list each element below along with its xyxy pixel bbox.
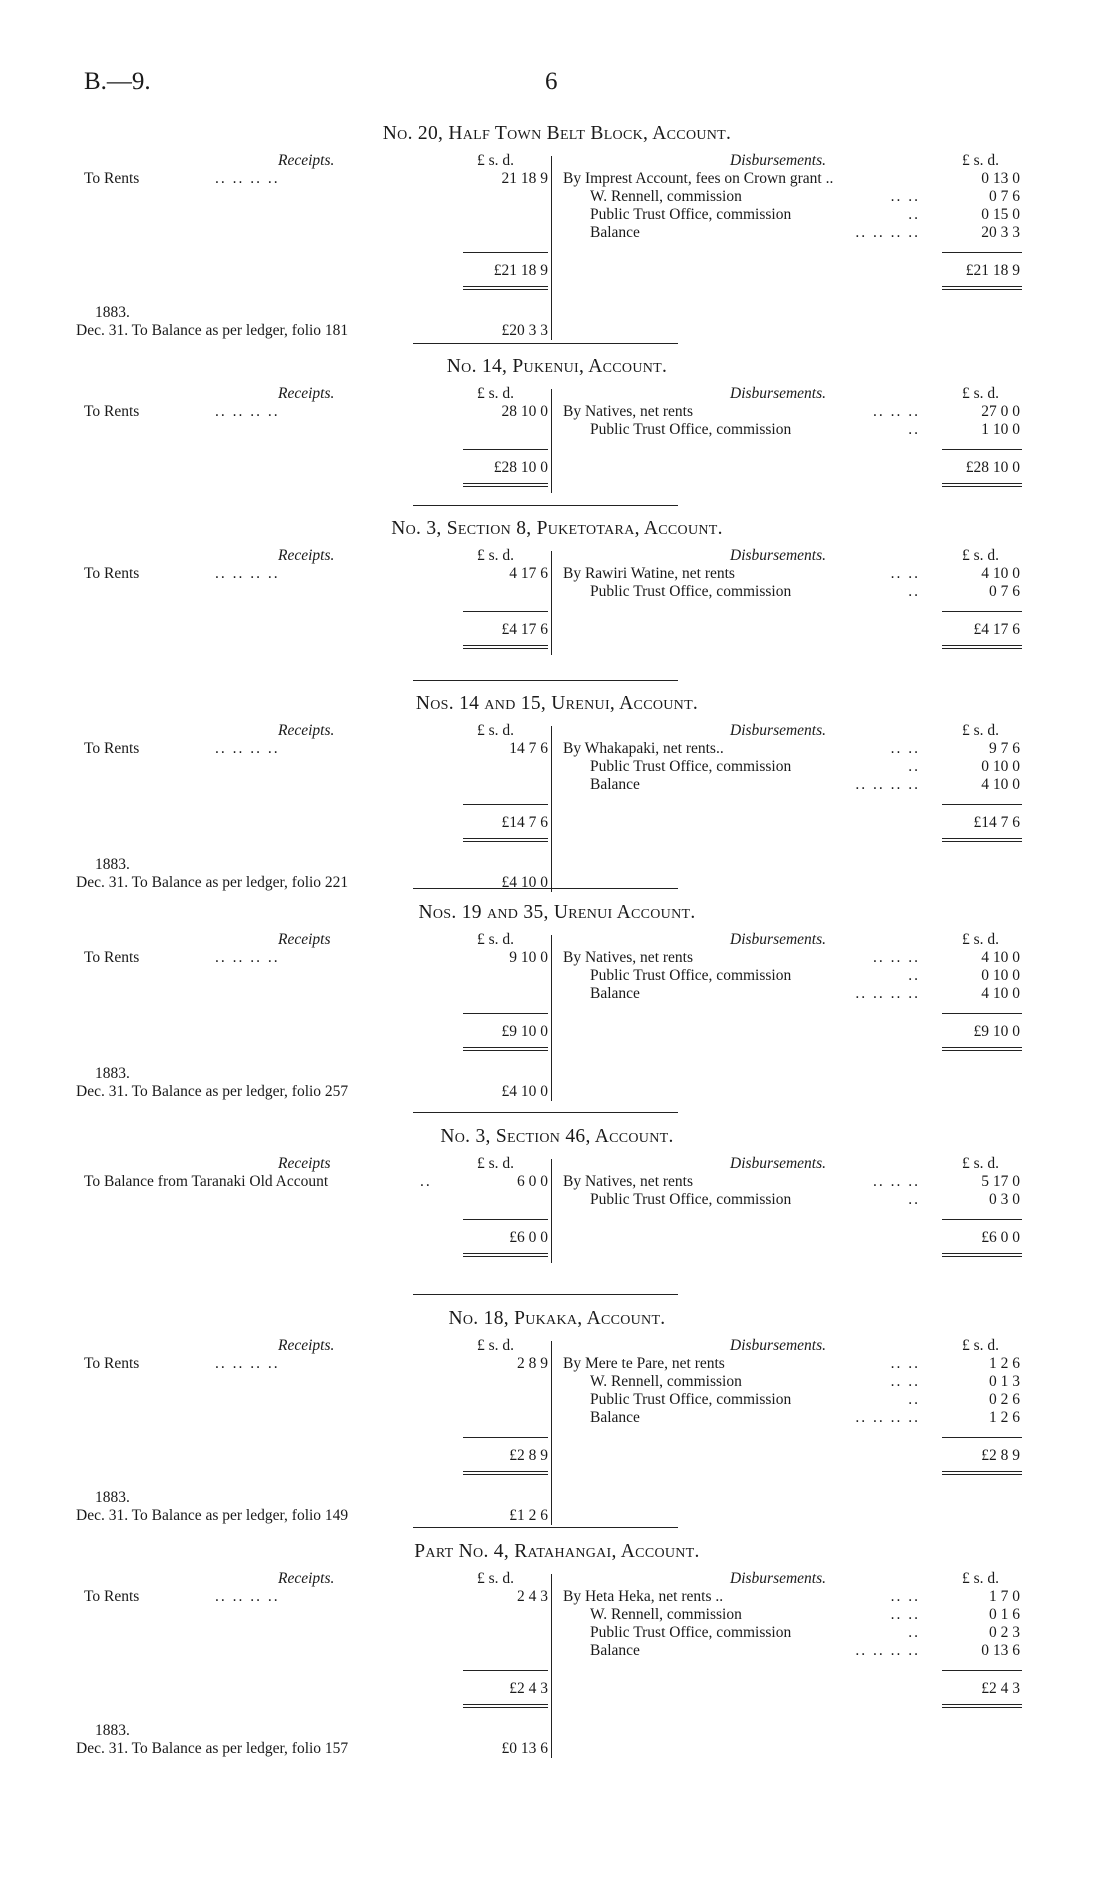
total-double-rule <box>942 286 1022 290</box>
leader-dots: .. <box>908 1624 920 1641</box>
leader-dots: .. .. .. .. <box>855 776 920 793</box>
disbursement-amount: 4 10 0 <box>981 949 1020 966</box>
receipts-label: Receipts <box>278 931 331 948</box>
total-double-rule <box>942 838 1022 842</box>
subtotal-rule <box>942 1437 1022 1438</box>
receipts-label: Receipts. <box>278 152 335 169</box>
disbursement-amount: 0 10 0 <box>981 967 1020 984</box>
receipts-total: £4 17 6 <box>501 621 548 638</box>
section-separator <box>413 1527 678 1528</box>
account-title: No. 3, Section 8, Puketotara, Account. <box>391 518 723 539</box>
disbursement-item: By Natives, net rents <box>563 403 694 420</box>
balance-amount: £4 10 0 <box>501 874 548 891</box>
section-separator <box>413 888 678 889</box>
leader-dots: .. .. <box>890 188 920 205</box>
balance-year: 1883. <box>95 1722 130 1739</box>
balance-carried: Dec. 31. To Balance as per ledger, folio 257 <box>76 1083 349 1100</box>
total-double-rule <box>463 1253 548 1257</box>
receipts-label: Receipts. <box>278 1337 335 1354</box>
receipts-total: £2 8 9 <box>509 1447 548 1464</box>
disbursements-total: £21 18 9 <box>965 262 1020 279</box>
receipts-total: £14 7 6 <box>501 814 548 831</box>
disbursements-total: £9 10 0 <box>973 1023 1020 1040</box>
leader-dots: .. <box>908 1191 920 1208</box>
receipt-item: To Rents <box>84 170 140 187</box>
disbursement-amount: 9 7 6 <box>989 740 1020 757</box>
section-separator <box>413 1294 678 1295</box>
receipts-lsd-header: £ s. d. <box>477 1570 515 1587</box>
receipts-lsd-header: £ s. d. <box>477 931 515 948</box>
subtotal-rule <box>463 1219 548 1220</box>
receipt-item: To Rents <box>84 565 140 582</box>
balance-amount: £4 10 0 <box>501 1083 548 1100</box>
disbursement-amount: 5 17 0 <box>981 1173 1020 1190</box>
receipts-label: Receipts. <box>278 385 335 402</box>
receipts-total: £6 0 0 <box>509 1229 548 1246</box>
disbursement-item: By Natives, net rents <box>563 949 694 966</box>
total-double-rule <box>942 645 1022 649</box>
leader-dots: .. .. <box>890 565 920 582</box>
balance-year: 1883. <box>95 856 130 873</box>
disbursements-label: Disbursements. <box>730 385 827 402</box>
disbursement-amount: 0 2 3 <box>989 1624 1020 1641</box>
leader-dots: .. .. <box>890 740 920 757</box>
disbursements-label: Disbursements. <box>730 931 827 948</box>
disbursement-amount: 0 13 0 <box>981 170 1020 187</box>
account-title: Nos. 19 and 35, Urenui Account. <box>418 902 696 923</box>
disbursement-item: Public Trust Office, commission <box>590 421 792 438</box>
disbursement-amount: 0 2 6 <box>989 1391 1020 1408</box>
report-code: B.—9. <box>84 68 151 95</box>
balance-carried: Dec. 31. To Balance as per ledger, folio 221 <box>76 874 349 891</box>
disbursement-amount: 0 1 3 <box>989 1373 1020 1390</box>
subtotal-rule <box>463 804 548 805</box>
receipts-lsd-header: £ s. d. <box>477 1337 515 1354</box>
column-divider <box>551 156 552 340</box>
leader-dots: .. .. .. .. <box>855 224 920 241</box>
subtotal-rule <box>463 611 548 612</box>
leader-dots: .. .. .. <box>873 949 920 966</box>
section-separator <box>413 680 678 681</box>
disbursements-lsd-header: £ s. d. <box>962 547 1000 564</box>
leader-dots: .. .. .. <box>873 1173 920 1190</box>
disbursement-amount: 20 3 3 <box>981 224 1020 241</box>
disbursement-amount: 1 7 0 <box>989 1588 1020 1605</box>
receipts-lsd-header: £ s. d. <box>477 547 515 564</box>
disbursements-label: Disbursements. <box>730 152 827 169</box>
receipt-amount: 2 8 9 <box>517 1355 548 1372</box>
disbursement-item: Balance <box>590 1409 640 1426</box>
receipts-total: £2 4 3 <box>509 1680 548 1697</box>
total-double-rule <box>463 1471 548 1475</box>
leader-dots: .. .. .. .. <box>215 1588 280 1605</box>
disbursements-lsd-header: £ s. d. <box>962 1570 1000 1587</box>
disbursement-amount: 4 10 0 <box>981 565 1020 582</box>
disbursement-item: By Whakapaki, net rents.. <box>563 740 724 757</box>
disbursement-item: Public Trust Office, commission <box>590 967 792 984</box>
disbursement-item: Public Trust Office, commission <box>590 1191 792 1208</box>
disbursements-total: £28 10 0 <box>965 459 1020 476</box>
leader-dots: .. .. .. <box>873 403 920 420</box>
subtotal-rule <box>463 1013 548 1014</box>
leader-dots: .. .. <box>890 1355 920 1372</box>
receipt-item: To Balance from Taranaki Old Account <box>84 1173 329 1190</box>
receipt-amount: 9 10 0 <box>509 949 548 966</box>
disbursement-amount: 4 10 0 <box>981 776 1020 793</box>
disbursements-lsd-header: £ s. d. <box>962 1337 1000 1354</box>
column-divider <box>551 551 552 655</box>
leader-dots: .. <box>908 583 920 600</box>
receipts-total: £9 10 0 <box>501 1023 548 1040</box>
disbursements-lsd-header: £ s. d. <box>962 1155 1000 1172</box>
receipt-amount: 28 10 0 <box>501 403 548 420</box>
balance-amount: £0 13 6 <box>501 1740 548 1757</box>
disbursements-lsd-header: £ s. d. <box>962 931 1000 948</box>
disbursements-lsd-header: £ s. d. <box>962 722 1000 739</box>
disbursement-item: W. Rennell, commission <box>590 1606 742 1623</box>
total-double-rule <box>942 483 1022 487</box>
disbursement-item: W. Rennell, commission <box>590 188 742 205</box>
receipt-item: To Rents <box>84 949 140 966</box>
leader-dots: .. <box>908 758 920 775</box>
disbursements-label: Disbursements. <box>730 547 827 564</box>
column-divider <box>551 726 552 892</box>
subtotal-rule <box>942 804 1022 805</box>
receipts-lsd-header: £ s. d. <box>477 152 515 169</box>
leader-dots: .. .. .. .. <box>215 740 280 757</box>
section-separator <box>413 1112 678 1113</box>
total-double-rule <box>463 1047 548 1051</box>
leader-dots: .. .. .. .. <box>215 949 280 966</box>
account-title: No. 14, Pukenui, Account. <box>446 356 668 377</box>
subtotal-rule <box>463 449 548 450</box>
disbursements-total: £4 17 6 <box>973 621 1020 638</box>
disbursement-amount: 0 10 0 <box>981 758 1020 775</box>
section-separator <box>413 343 678 344</box>
disbursement-item: Public Trust Office, commission <box>590 583 792 600</box>
balance-carried: Dec. 31. To Balance as per ledger, folio 149 <box>76 1507 349 1524</box>
receipts-lsd-header: £ s. d. <box>477 1155 515 1172</box>
total-double-rule <box>463 483 548 487</box>
column-divider <box>551 1341 552 1525</box>
disbursement-item: By Mere te Pare, net rents <box>563 1355 725 1372</box>
leader-dots: .. .. .. .. <box>215 1355 280 1372</box>
leader-dots: .. .. .. .. <box>215 565 280 582</box>
disbursement-amount: 0 7 6 <box>989 583 1020 600</box>
total-double-rule <box>463 286 548 290</box>
disbursement-amount: 1 2 6 <box>989 1355 1020 1372</box>
column-divider <box>551 389 552 493</box>
receipt-amount: 14 7 6 <box>509 740 548 757</box>
receipt-item: To Rents <box>84 1355 140 1372</box>
leader-dots: .. .. <box>890 1606 920 1623</box>
disbursement-amount: 4 10 0 <box>981 985 1020 1002</box>
leader-dots: .. .. .. .. <box>855 1642 920 1659</box>
receipts-total: £28 10 0 <box>493 459 548 476</box>
leader-dots: .. .. <box>890 1373 920 1390</box>
disbursement-item: Public Trust Office, commission <box>590 1391 792 1408</box>
disbursement-item: By Heta Heka, net rents .. <box>563 1588 724 1605</box>
leader-dots: .. <box>420 1173 432 1190</box>
disbursement-amount: 1 10 0 <box>981 421 1020 438</box>
receipt-amount: 4 17 6 <box>509 565 548 582</box>
subtotal-rule <box>942 611 1022 612</box>
disbursement-amount: 0 15 0 <box>981 206 1020 223</box>
disbursement-amount: 1 2 6 <box>989 1409 1020 1426</box>
disbursement-item: Balance <box>590 1642 640 1659</box>
disbursements-lsd-header: £ s. d. <box>962 152 1000 169</box>
balance-amount: £1 2 6 <box>509 1507 548 1524</box>
receipts-label: Receipts <box>278 1155 331 1172</box>
receipts-total: £21 18 9 <box>493 262 548 279</box>
subtotal-rule <box>942 1219 1022 1220</box>
disbursement-item: Balance <box>590 776 640 793</box>
subtotal-rule <box>942 449 1022 450</box>
balance-carried: Dec. 31. To Balance as per ledger, folio 181 <box>76 322 349 339</box>
leader-dots: .. .. <box>890 1588 920 1605</box>
disbursements-label: Disbursements. <box>730 1337 827 1354</box>
balance-year: 1883. <box>95 1065 130 1082</box>
page-number: 6 <box>545 68 558 95</box>
column-divider <box>551 1159 552 1263</box>
receipt-item: To Rents <box>84 1588 140 1605</box>
balance-carried: Dec. 31. To Balance as per ledger, folio 157 <box>76 1740 349 1757</box>
total-double-rule <box>942 1471 1022 1475</box>
total-double-rule <box>942 1253 1022 1257</box>
leader-dots: .. <box>908 421 920 438</box>
receipt-item: To Rents <box>84 403 140 420</box>
subtotal-rule <box>942 252 1022 253</box>
disbursement-item: Balance <box>590 985 640 1002</box>
receipts-label: Receipts. <box>278 1570 335 1587</box>
leader-dots: .. .. .. .. <box>215 170 280 187</box>
account-title: No. 3, Section 46, Account. <box>440 1126 674 1147</box>
disbursement-item: W. Rennell, commission <box>590 1373 742 1390</box>
leader-dots: .. .. .. .. <box>855 985 920 1002</box>
subtotal-rule <box>463 1670 548 1671</box>
account-title: No. 18, Pukaka, Account. <box>448 1308 666 1329</box>
leader-dots: .. <box>908 1391 920 1408</box>
subtotal-rule <box>463 252 548 253</box>
disbursement-item: Balance <box>590 224 640 241</box>
receipt-amount: 6 0 0 <box>517 1173 548 1190</box>
receipt-amount: 2 4 3 <box>517 1588 548 1605</box>
disbursements-total: £2 4 3 <box>981 1680 1020 1697</box>
balance-amount: £20 3 3 <box>501 322 548 339</box>
disbursements-lsd-header: £ s. d. <box>962 385 1000 402</box>
subtotal-rule <box>463 1437 548 1438</box>
leader-dots: .. .. .. .. <box>215 403 280 420</box>
disbursements-total: £6 0 0 <box>981 1229 1020 1246</box>
total-double-rule <box>942 1704 1022 1708</box>
receipts-label: Receipts. <box>278 722 335 739</box>
disbursement-item: Public Trust Office, commission <box>590 758 792 775</box>
total-double-rule <box>463 838 548 842</box>
receipts-label: Receipts. <box>278 547 335 564</box>
receipt-amount: 21 18 9 <box>501 170 548 187</box>
leader-dots: .. .. .. .. <box>855 1409 920 1426</box>
subtotal-rule <box>942 1670 1022 1671</box>
receipts-lsd-header: £ s. d. <box>477 385 515 402</box>
total-double-rule <box>942 1047 1022 1051</box>
leader-dots: .. <box>908 967 920 984</box>
disbursements-label: Disbursements. <box>730 1570 827 1587</box>
disbursement-item: By Imprest Account, fees on Crown grant .. <box>563 170 834 187</box>
disbursement-item: Public Trust Office, commission <box>590 206 792 223</box>
balance-year: 1883. <box>95 304 130 321</box>
account-title: Part No. 4, Ratahangai, Account. <box>414 1541 700 1562</box>
receipts-lsd-header: £ s. d. <box>477 722 515 739</box>
disbursements-total: £2 8 9 <box>981 1447 1020 1464</box>
leader-dots: .. <box>908 206 920 223</box>
disbursement-amount: 0 3 0 <box>989 1191 1020 1208</box>
section-separator <box>413 505 678 506</box>
total-double-rule <box>463 1704 548 1708</box>
disbursement-item: Public Trust Office, commission <box>590 1624 792 1641</box>
disbursement-item: By Natives, net rents <box>563 1173 694 1190</box>
subtotal-rule <box>942 1013 1022 1014</box>
column-divider <box>551 1574 552 1758</box>
disbursements-total: £14 7 6 <box>973 814 1020 831</box>
balance-year: 1883. <box>95 1489 130 1506</box>
disbursement-amount: 0 13 6 <box>981 1642 1020 1659</box>
disbursement-amount: 27 0 0 <box>981 403 1020 420</box>
disbursements-label: Disbursements. <box>730 722 827 739</box>
account-title: No. 20, Half Town Belt Block, Account. <box>382 123 732 144</box>
disbursement-item: By Rawiri Watine, net rents <box>563 565 735 582</box>
column-divider <box>551 935 552 1101</box>
account-title: Nos. 14 and 15, Urenui, Account. <box>415 693 699 714</box>
disbursement-amount: 0 1 6 <box>989 1606 1020 1623</box>
disbursements-label: Disbursements. <box>730 1155 827 1172</box>
total-double-rule <box>463 645 548 649</box>
disbursement-amount: 0 7 6 <box>989 188 1020 205</box>
receipt-item: To Rents <box>84 740 140 757</box>
